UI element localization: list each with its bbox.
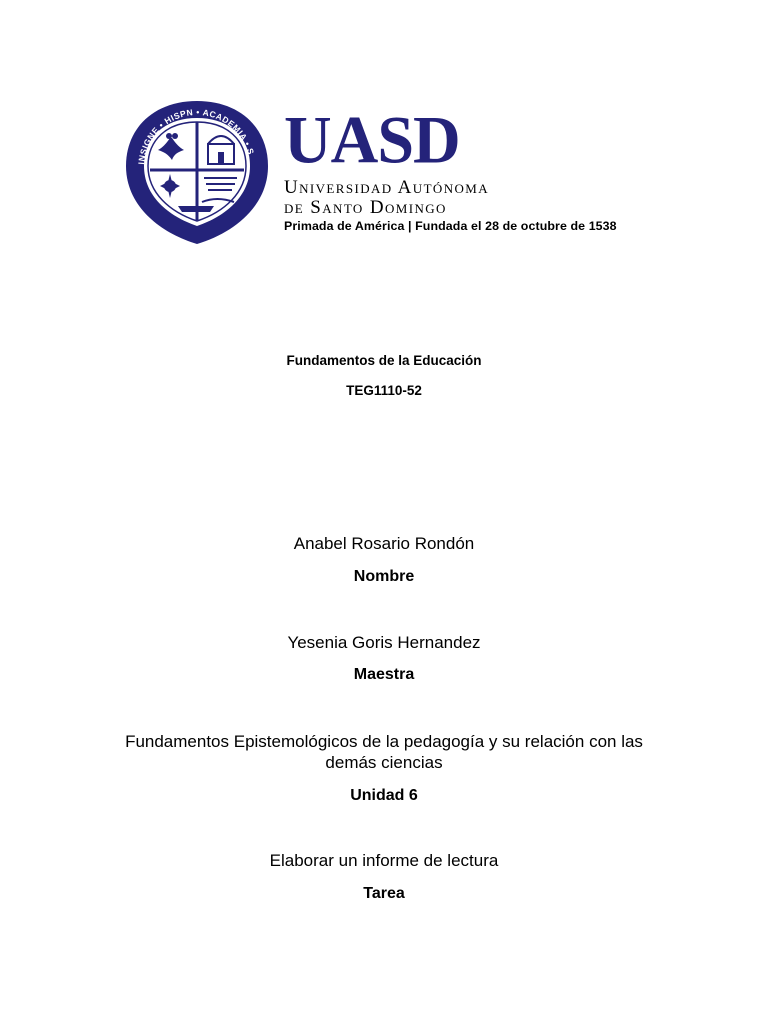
university-name-line1: Universidad Autónoma xyxy=(284,177,490,198)
university-seal-icon xyxy=(122,98,272,248)
university-tagline: Primada de América | Fundada el 28 de octubre de 1538 xyxy=(284,219,617,233)
unit-label: Unidad 6 xyxy=(350,787,418,804)
university-acronym: UASD xyxy=(284,103,460,178)
student-name: Anabel Rosario Rondón xyxy=(293,534,475,553)
unit-title-line1: Fundamentos Epistemológicos de la pedagogía y su relación con las xyxy=(125,732,643,751)
student-label: Nombre xyxy=(353,568,415,585)
teacher-name: Yesenia Goris Hernandez xyxy=(287,633,481,652)
university-header xyxy=(122,98,682,248)
teacher-label: Maestra xyxy=(353,666,415,683)
course-name: Fundamentos de la Educación xyxy=(286,353,482,368)
university-name-line2: de Santo Domingo xyxy=(284,197,447,218)
course-code: TEG1110-52 xyxy=(346,383,422,398)
svg-text:INSIGNE • HISPN • ACADEMIA • S: INSIGNE • HISPN • ACADEMIA • S xyxy=(136,106,257,165)
university-brand xyxy=(284,103,684,234)
unit-title-line2: demás ciencias xyxy=(325,753,443,772)
task-title: Elaborar un informe de lectura xyxy=(269,851,499,870)
task-label: Tarea xyxy=(363,885,405,902)
